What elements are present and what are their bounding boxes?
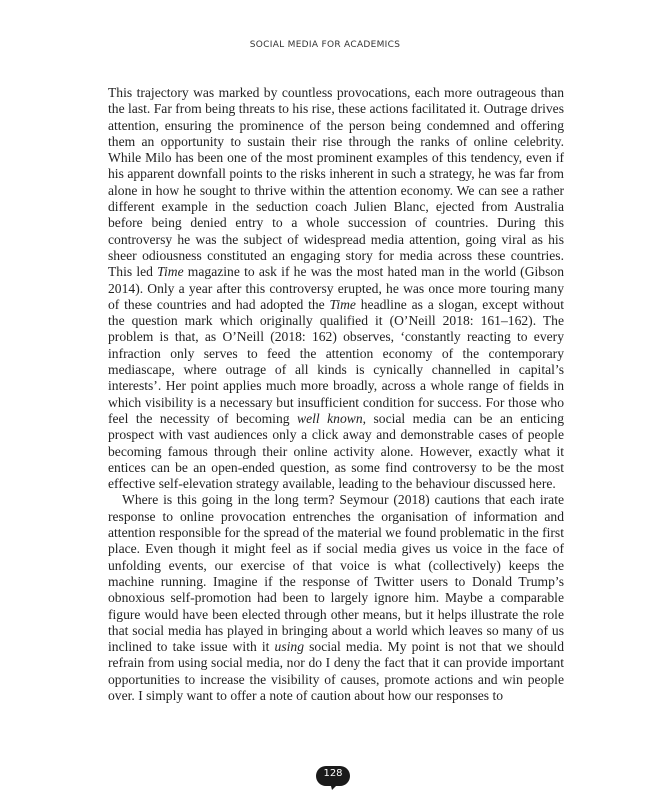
text-run: magazine to ask if he was the most hated man in the world (Gibson 2014). Only a year after this controversy erupted, he was once more touring many of these countries and had adopted the <box>108 264 564 312</box>
italic-run: Time <box>157 264 184 280</box>
italic-run: Time <box>329 296 356 312</box>
text-run: social media. My point is not that we should refrain from using social media, nor do I deny the fact that it can provide important opportunities to increase the visibility of causes, promote actions and win people over. I simply want to offer a note of caution about how our responses to <box>108 639 564 703</box>
text-run: This trajectory was marked by countless provocations, each more outrageous than the last. Far from being threats to his rise, these actions facilitated it. Outrage drives attention, ensuring the prominence of the person being condemned and offering them an opportunity to sustain their rise through the ranks of online celebrity. While Milo has been one of the most prominent examples of this tendency, even if his apparent downfall points to the risks inherent in such a strategy, he was far from alone in how he sought to thrive within the attention economy. We can see a rather different example in the seduction coach Julien Blanc, ejected from Australia before being denied entry to a whole succession of countries. During this controversy he was the subject of widespread media attention, going viral as his sheer odiousness constituted an engaging story for media across these countries. This led <box>108 85 564 280</box>
text-run: , social media can be an enticing prospect with vast audiences only a click away and demonstrable cases of people becoming famous through their online activity alone. However, exactly what it entices can be an open-ended question, as some find controversy to be the most effective self-elevation strategy available, leading to the behaviour discussed here. <box>108 410 564 492</box>
text-run: Where is this going in the long term? Seymour (2018) cautions that each irate response to online provocation entrenches the organisation of information and attention responsible for the spread of the material we found problematic in the first place. Even though it might feel as if social media gives us voice in the face of unfolding events, our exercise of that voice is what (collectively) keeps the machine running. Imagine if the response of Twitter users to Donald Trump’s obnoxious self-promotion had been to largely ignore him. Maybe a comparable figure would have been elected through other means, but it helps illustrate the role that social media has played in bringing about a world which leaves so many of us inclined to take issue with it <box>108 492 564 655</box>
page-number-badge <box>315 765 351 787</box>
text-run: headline as a slogan, except without the question mark which originally qualified it (O’Neill 2018: 161–162). The problem is that, as O’Neill (2018: 162) observes, ‘constantly reacting to every infraction only serves to feed the attention economy of the contemporary mediascape, where outrage of all kinds is cynically channelled in capital’s interests’. Her point applies much more broadly, across a whole range of fields in which visibility is a necessary but insufficient condition for success. For those who feel the necessity of becoming <box>108 296 564 426</box>
page-number: 128 <box>323 768 343 779</box>
italic-run: well known <box>297 410 363 426</box>
running-head: SOCIAL MEDIA FOR ACADEMICS <box>249 40 401 50</box>
body-text <box>108 85 564 704</box>
paragraph <box>108 492 564 704</box>
paragraph <box>108 85 564 492</box>
italic-run: using <box>274 639 304 655</box>
